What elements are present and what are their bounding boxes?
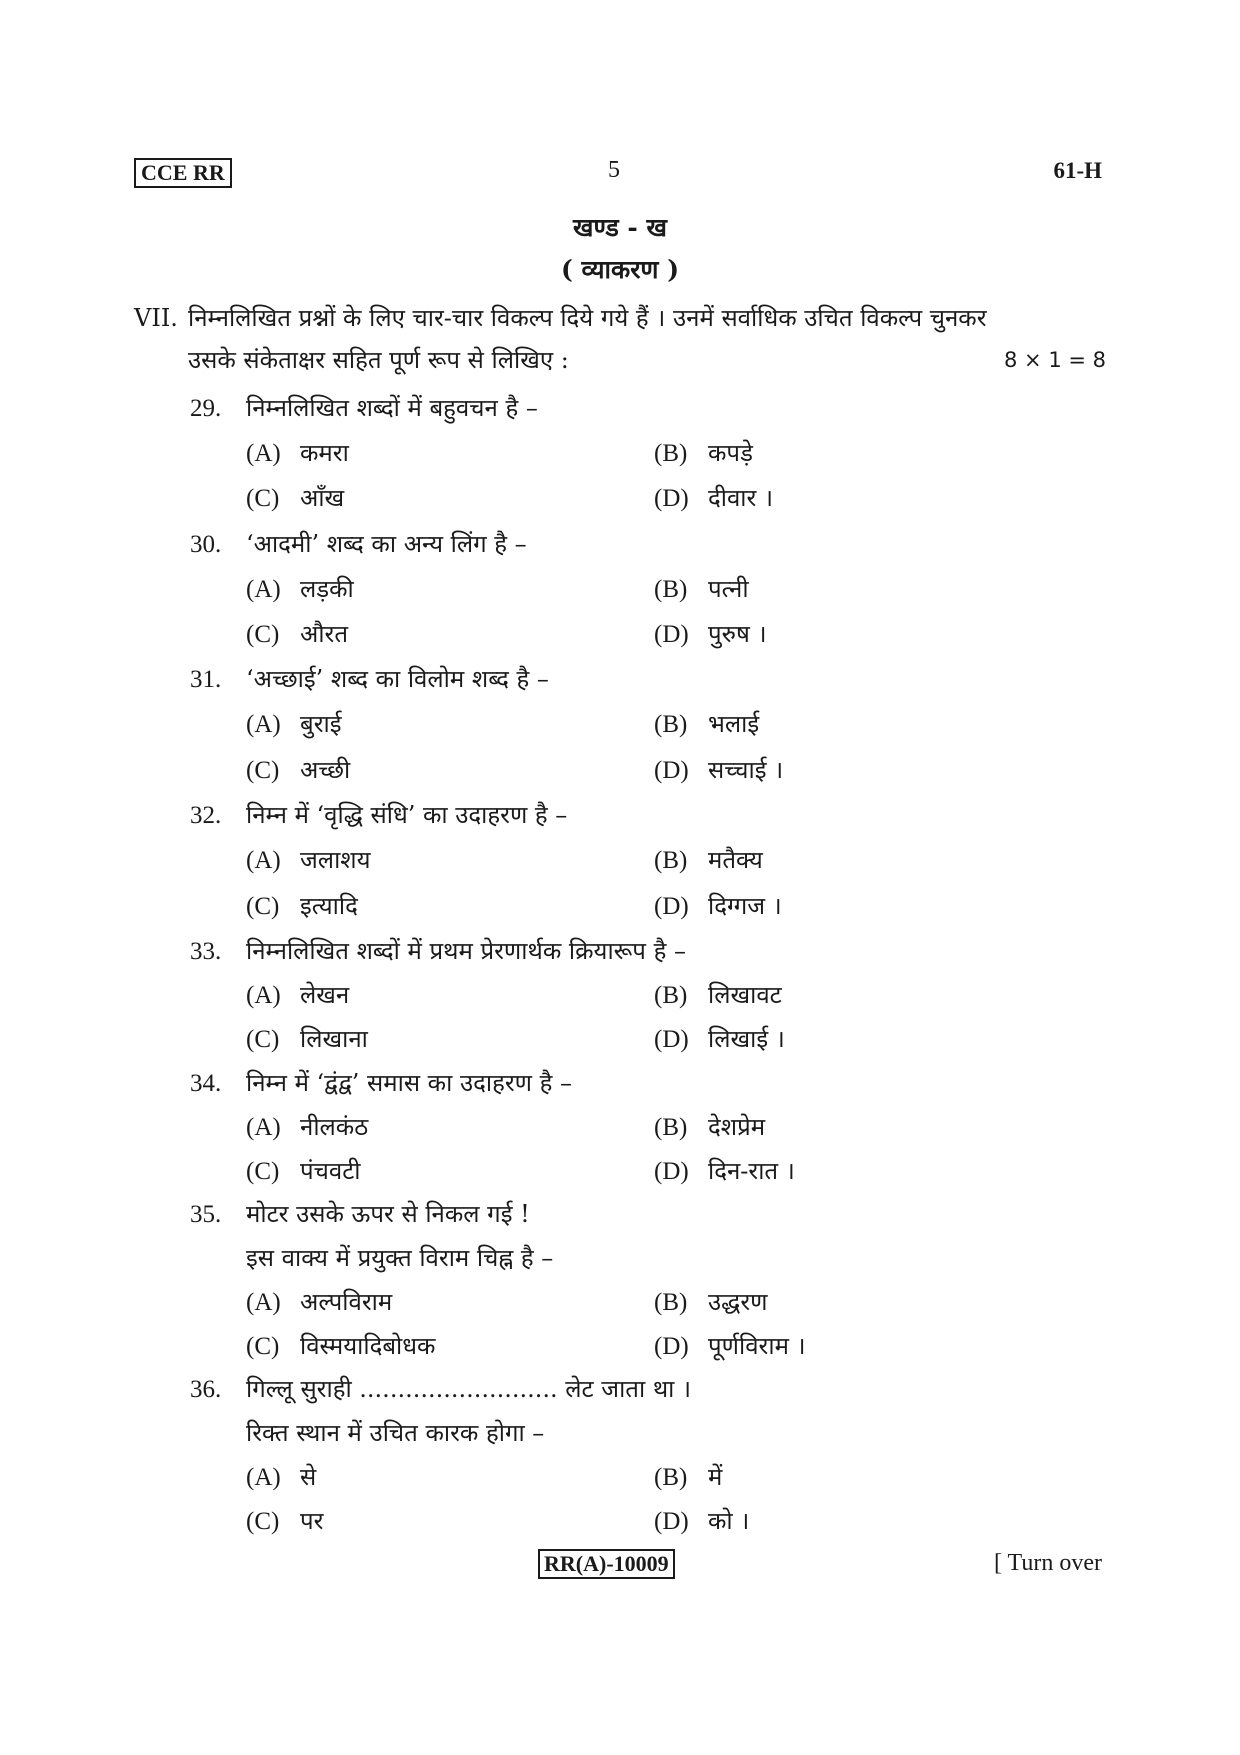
option-label: (B) [654, 440, 688, 467]
question-number: 32. [190, 802, 222, 829]
turn-over-note: [ Turn over [993, 1550, 1102, 1576]
option-30-b [654, 574, 749, 605]
question-text: ‘आदमी’ शब्द का अन्य लिंग है – [246, 530, 527, 558]
option-label: (D) [654, 485, 689, 512]
header-code: CCE RR [134, 158, 232, 188]
option-label: (A) [246, 1114, 281, 1141]
instruction-line2: उसके संकेताक्षर सहित पूर्ण रूप से लिखिए : [188, 346, 569, 374]
option-36-c [246, 1506, 323, 1537]
option-33-c [246, 1024, 368, 1055]
option-label: (C) [246, 1508, 280, 1535]
option-30-c [246, 619, 348, 650]
option-label: (A) [246, 1289, 281, 1316]
question-number: 35. [190, 1201, 222, 1228]
option-29-a [246, 438, 349, 469]
option-text: औरत [300, 620, 349, 648]
option-label: (C) [246, 893, 280, 920]
option-34-a [246, 1112, 368, 1143]
option-35-a [246, 1287, 392, 1318]
option-text: दिन-रात । [708, 1157, 795, 1185]
option-text: लिखाना [300, 1025, 368, 1053]
option-label: (A) [246, 1464, 281, 1491]
option-label: (D) [654, 893, 689, 920]
question-number: 31. [190, 666, 222, 693]
option-label: (A) [246, 982, 281, 1009]
section-subtitle: ( व्याकरण ) [560, 255, 680, 284]
question-text: निम्न में ‘वृद्धि संधि’ का उदाहरण है – [246, 801, 568, 829]
question-36 [190, 1374, 691, 1405]
option-32-b [654, 845, 763, 876]
option-text: पुरुष । [708, 620, 767, 648]
option-36-b [654, 1462, 722, 1493]
option-31-b [654, 709, 759, 740]
option-text: अल्पविराम [300, 1288, 393, 1316]
question-text: निम्न में ‘द्वंद्व’ समास का उदाहरण है – [246, 1069, 572, 1097]
option-text: भलाई [708, 710, 760, 738]
option-30-a [246, 574, 354, 605]
option-30-d [654, 619, 767, 650]
question-30 [190, 529, 527, 560]
question-number: 30. [190, 531, 222, 558]
option-label: (A) [246, 440, 281, 467]
option-32-c [246, 891, 358, 922]
option-text: मतैक्य [708, 846, 763, 874]
option-label: (B) [654, 1289, 688, 1316]
option-text: अच्छी [300, 756, 351, 784]
option-text: लड़की [300, 575, 354, 603]
question-text: गिल्लू सुराही .......................... लेट जाता था । [246, 1375, 692, 1403]
option-label: (C) [246, 757, 280, 784]
question-34 [190, 1068, 572, 1099]
question-text: निम्नलिखित शब्दों में प्रथम प्रेरणार्थक क्रियारूप है – [246, 937, 686, 965]
question-33 [190, 936, 686, 967]
question-number: 36. [190, 1376, 222, 1403]
option-text: दिग्गज । [708, 892, 782, 920]
option-label: (D) [654, 621, 689, 648]
question-35-prompt: इस वाक्य में प्रयुक्त विराम चिह्न है – [246, 1244, 554, 1272]
option-label: (C) [246, 621, 280, 648]
option-text: लिखाई । [708, 1025, 785, 1053]
option-label: (D) [654, 1026, 689, 1053]
option-text: देशप्रेम [708, 1113, 766, 1141]
option-35-b [654, 1287, 768, 1318]
option-label: (C) [246, 1158, 280, 1185]
option-text: कमरा [300, 439, 349, 467]
option-text: कपड़े [708, 439, 753, 467]
question-text: निम्नलिखित शब्दों में बहुवचन है – [246, 394, 538, 422]
option-31-a [246, 709, 342, 740]
question-number: 34. [190, 1070, 222, 1097]
option-label: (B) [654, 1464, 688, 1491]
option-29-c [246, 483, 344, 514]
question-text: मोटर उसके ऊपर से निकल गई ! [246, 1200, 530, 1228]
marks-allocation: 8 × 1 = 8 [1004, 348, 1106, 372]
option-35-c [246, 1331, 435, 1362]
option-text: सच्चाई । [708, 756, 784, 784]
option-34-d [654, 1156, 795, 1187]
option-label: (B) [654, 982, 688, 1009]
option-text: को । [708, 1507, 750, 1535]
option-text: दीवार । [708, 484, 774, 512]
option-35-d [654, 1331, 806, 1362]
question-text: ‘अच्छाई’ शब्द का विलोम शब्द है – [246, 665, 549, 693]
option-34-c [246, 1156, 361, 1187]
option-label: (B) [654, 711, 688, 738]
option-label: (B) [654, 847, 688, 874]
option-text: में [708, 1463, 723, 1491]
footer-code: RR(A)-10009 [538, 1549, 675, 1579]
option-text: पूर्णविराम । [708, 1332, 806, 1360]
question-number: 33. [190, 938, 222, 965]
option-label: (B) [654, 576, 688, 603]
option-label: (C) [246, 1333, 280, 1360]
option-34-b [654, 1112, 765, 1143]
question-29 [190, 393, 538, 424]
option-label: (B) [654, 1114, 688, 1141]
option-label: (D) [654, 1333, 689, 1360]
option-text: उद्धरण [708, 1288, 768, 1316]
option-label: (A) [246, 576, 281, 603]
option-text: विस्मयादिबोधक [300, 1332, 436, 1360]
option-text: जलाशय [300, 846, 371, 874]
option-33-a [246, 980, 349, 1011]
option-33-b [654, 980, 782, 1011]
option-label: (C) [246, 1026, 280, 1053]
option-text: पंचवटी [300, 1157, 361, 1185]
option-29-b [654, 438, 753, 469]
question-number: 29. [190, 395, 222, 422]
option-label: (A) [246, 711, 281, 738]
instruction-block [134, 297, 1106, 381]
section-title: खण्ड - ख [573, 213, 667, 242]
question-32 [190, 800, 567, 831]
option-label: (A) [246, 847, 281, 874]
option-label: (D) [654, 1158, 689, 1185]
option-text: आँख [300, 484, 345, 512]
question-35 [190, 1199, 530, 1230]
option-label: (D) [654, 757, 689, 784]
option-36-a [246, 1462, 316, 1493]
option-31-c [246, 755, 350, 786]
option-36-d [654, 1506, 749, 1537]
question-31 [190, 664, 549, 695]
option-33-d [654, 1024, 785, 1055]
instruction-roman: VII. [134, 304, 178, 332]
option-31-d [654, 755, 783, 786]
option-text: से [300, 1463, 317, 1491]
option-label: (C) [246, 485, 280, 512]
instruction-line1: निम्नलिखित प्रश्नों के लिए चार-चार विकल्प दिये गये हैं । उनमें सर्वाधिक उचित विकल्प चुनकर [188, 304, 987, 332]
option-29-d [654, 483, 773, 514]
option-text: लेखन [300, 981, 350, 1009]
question-36-prompt: रिक्त स्थान में उचित कारक होगा – [246, 1419, 545, 1447]
option-text: बुराई [300, 710, 342, 738]
option-32-d [654, 891, 782, 922]
option-text: नीलकंठ [300, 1113, 369, 1141]
option-label: (D) [654, 1508, 689, 1535]
option-text: इत्यादि [300, 892, 358, 920]
option-text: लिखावट [708, 981, 782, 1009]
option-32-a [246, 845, 371, 876]
paper-code: 61-H [1053, 158, 1102, 183]
page-number: 5 [608, 157, 620, 183]
option-text: पर [300, 1507, 324, 1535]
option-text: पत्नी [708, 575, 749, 603]
